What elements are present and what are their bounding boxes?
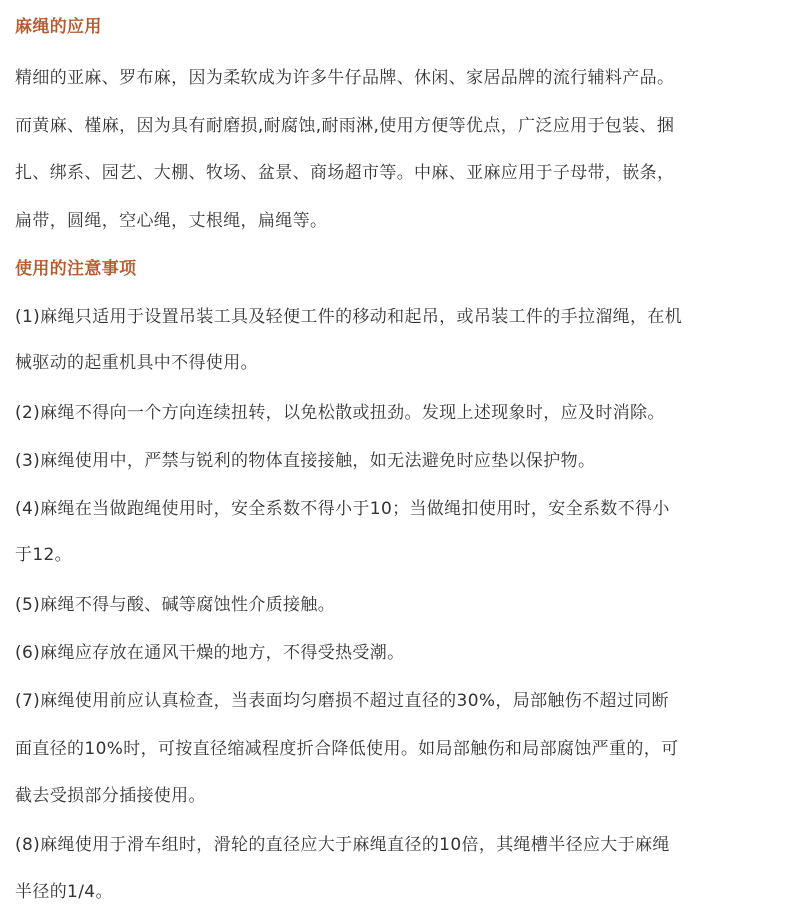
list-item-line: (3)麻绳使用中，严禁与锐利的物体直接接触，如无法避免时应垫以保护物。 <box>15 451 596 471</box>
section-heading-applications: 麻绳的应用 <box>15 17 102 37</box>
list-item-line: 截去受损部分插接使用。 <box>15 786 206 806</box>
list-item-line: (5)麻绳不得与酸、碱等腐蚀性介质接触。 <box>15 595 336 615</box>
paragraph-line: 精细的亚麻、罗布麻，因为柔软成为许多牛仔品牌、休闲、家居品牌的流行辅料产品。 <box>15 68 675 88</box>
list-item-line: (1)麻绳只适用于设置吊装工具及轻便工件的移动和起吊，或吊装工件的手拉溜绳，在机 <box>15 307 683 327</box>
list-item-line: (6)麻绳应存放在通风干燥的地方，不得受热受潮。 <box>15 643 405 663</box>
list-item-line: 面直径的10%时，可按直径缩减程度折合降低使用。如局部触伤和局部腐蚀严重的，可 <box>15 739 679 759</box>
paragraph-line: 而黄麻、槿麻，因为具有耐磨损,耐腐蚀,耐雨淋,使用方便等优点，广泛应用于包装、捆 <box>15 116 675 136</box>
list-item-line: (8)麻绳使用于滑车组时，滑轮的直径应大于麻绳直径的10倍，其绳槽半径应大于麻绳 <box>15 835 670 855</box>
list-item-line: 械驱动的起重机具中不得使用。 <box>15 353 258 373</box>
paragraph-line: 扁带，圆绳，空心绳，丈根绳，扁绳等。 <box>15 211 328 231</box>
list-item-line: (4)麻绳在当做跑绳使用时，安全系数不得小于10；当做绳扣使用时，安全系数不得小 <box>15 499 670 519</box>
list-item-line: (7)麻绳使用前应认真检查，当表面均匀磨损不超过直径的30%，局部触伤不超过同断 <box>15 691 669 711</box>
paragraph-line: 扎、绑系、园艺、大棚、牧场、盆景、商场超市等。中麻、亚麻应用于子母带，嵌条， <box>15 163 675 183</box>
list-item-line: (2)麻绳不得向一个方向连续扭转，以免松散或扭劲。发现上述现象时，应及时消除。 <box>15 403 665 423</box>
section-heading-precautions: 使用的注意事项 <box>15 259 137 279</box>
list-item-line: 半径的1/4。 <box>15 882 113 902</box>
list-item-line: 于12。 <box>15 545 73 565</box>
